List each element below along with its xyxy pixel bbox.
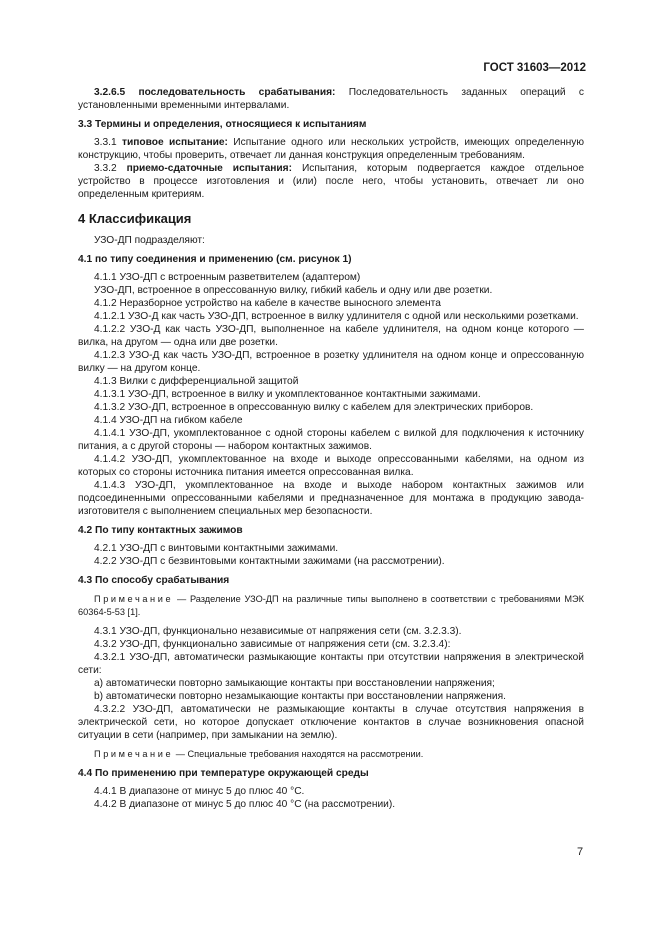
note-text: — Специальные требования находятся на рассмотрении. [173, 749, 424, 759]
clause-number: 3.3.2 [94, 163, 127, 174]
page-number: 7 [577, 846, 584, 858]
list-item: b) автоматически повторно незамыкающие контакты при восстановлении напряжения. [94, 691, 506, 702]
term: типовое испытание: [122, 137, 228, 148]
paragraph: 4.1.2.3 УЗО-Д как часть УЗО-ДП, встроенное в розетку удлинителя на одном конце и опрессованную вилку — на другом конце. [78, 350, 584, 374]
subsection-heading: 4.2 По типу контактных зажимов [78, 525, 243, 536]
paragraph: 4.2.1 УЗО-ДП с винтовыми контактными зажимами. [94, 543, 339, 554]
paragraph: 4.3.2 УЗО-ДП, функционально зависимые от напряжения сети (см. 3.2.3.4): [94, 639, 451, 650]
note [78, 593, 584, 619]
definition-text: Испытание одного или нескольких устройств, имеющих определенную конструкцию, чтобы проверить, отвечает ли данная конструкция определенным требованиям. [78, 137, 584, 161]
section-heading: 4 Классификация [78, 211, 192, 226]
paragraph: 4.2.2 УЗО-ДП с безвинтовыми контактными зажимами (на рассмотрении). [94, 556, 445, 567]
subsection-heading: 4.4 По применению при температуре окружающей среды [78, 768, 369, 779]
term: приемо-сдаточные испытания: [126, 163, 292, 174]
definition-text: Последовательность заданных операций с установленными временными интервалами. [78, 87, 585, 111]
subsection-heading: 4.3 По способу срабатывания [78, 575, 230, 586]
definition-text: Испытания, которым подвергается каждое отдельное устройство в процессе изготовления и (или) после него, чтобы установить, отвечает ли оно определенным критериям. [78, 163, 584, 200]
paragraph: 4.1.4 УЗО-ДП на гибком кабеле [94, 415, 243, 426]
paragraph: 4.3.2.1 УЗО-ДП, автоматически размыкающие контакты при отсутствии напряжения в электрической сети: [78, 652, 584, 676]
paragraph: 4.1.2 Неразборное устройство на кабеле в качестве выносного элемента [94, 298, 441, 309]
subsection-heading: 4.1 по типу соединения и применению (см. рисунок 1) [78, 254, 352, 265]
paragraph: УЗО-ДП подразделяют: [94, 235, 205, 246]
paragraph: 4.1.1 УЗО-ДП с встроенным разветвителем (адаптером) [94, 272, 361, 283]
paragraph: 4.1.2.1 УЗО-Д как часть УЗО-ДП, встроенное в вилку удлинителя с одной или несколькими розетками. [94, 311, 579, 322]
paragraph: 4.3.2.2 УЗО-ДП, автоматически не размыкающие контакты в случае отсутствия напряжения в электрической сети, но которое допускает отключение контактов в случае возникновения опасной ситуации в сети (например, при замыкании на землю). [78, 704, 584, 741]
paragraph: УЗО-ДП, встроенное в опрессованную вилку, гибкий кабель и одну или две розетки. [94, 285, 493, 296]
paragraph: 4.1.4.2 УЗО-ДП, укомплектованное на входе и выходе опрессованными кабелями, на одном из которых со стороны источника питания имеется опрессованная вилка. [78, 454, 584, 478]
page-content [78, 86, 584, 811]
list-item: а) автоматически повторно замыкающие контакты при восстановлении напряжения; [94, 678, 495, 689]
document-id-header: ГОСТ 31603—2012 [483, 62, 586, 74]
paragraph: 4.4.2 В диапазоне от минус 5 до плюс 40 °С (на рассмотрении). [94, 799, 396, 810]
note-text: — Разделение УЗО-ДП на различные типы выполнено в соответствии с требованиями МЭК 60364-5-53 [1]. [78, 594, 584, 617]
paragraph: 4.1.4.1 УЗО-ДП, укомплектованное с одной стороны кабелем с вилкой для подключения к источнику питания, а с другой стороны — набором контактных зажимов. [78, 428, 584, 452]
note-label: Примечание [94, 749, 174, 759]
paragraph: 4.4.1 В диапазоне от минус 5 до плюс 40 °С. [94, 786, 305, 797]
term-definition [78, 162, 584, 201]
paragraph: 4.1.3.1 УЗО-ДП, встроенное в вилку и укомплектованное контактными зажимами. [94, 389, 481, 400]
paragraph: 4.1.3.2 УЗО-ДП, встроенное в опрессованную вилку с кабелем для электрических приборов. [94, 402, 534, 413]
paragraph: 4.1.4.3 УЗО-ДП, укомплектованное на входе и выходе набором контактных зажимов или подсоединенными опрессованными кабелями и предназначенное для монтажа в продукцию завода-изготовителя с выполнением специальных мер безопасности. [78, 480, 584, 517]
paragraph: 4.1.3 Вилки с дифференциальной защитой [94, 376, 299, 387]
term-definition [78, 86, 584, 112]
note-label: Примечание [94, 594, 174, 604]
term-definition [78, 136, 584, 162]
paragraph: 4.1.2.2 УЗО-Д как часть УЗО-ДП, выполненное на кабеле удлинителя, на одном конце которого — вилка, на другом — одна или две розетки. [78, 324, 584, 348]
note [78, 748, 584, 761]
paragraph: 4.3.1 УЗО-ДП, функционально независимые от напряжения сети (см. 3.2.3.3). [94, 626, 462, 637]
term: 3.2.6.5 последовательность срабатывания: [94, 87, 336, 98]
subsection-heading: 3.3 Термины и определения, относящиеся к испытаниям [78, 119, 367, 130]
clause-number: 3.3.1 [94, 137, 123, 148]
